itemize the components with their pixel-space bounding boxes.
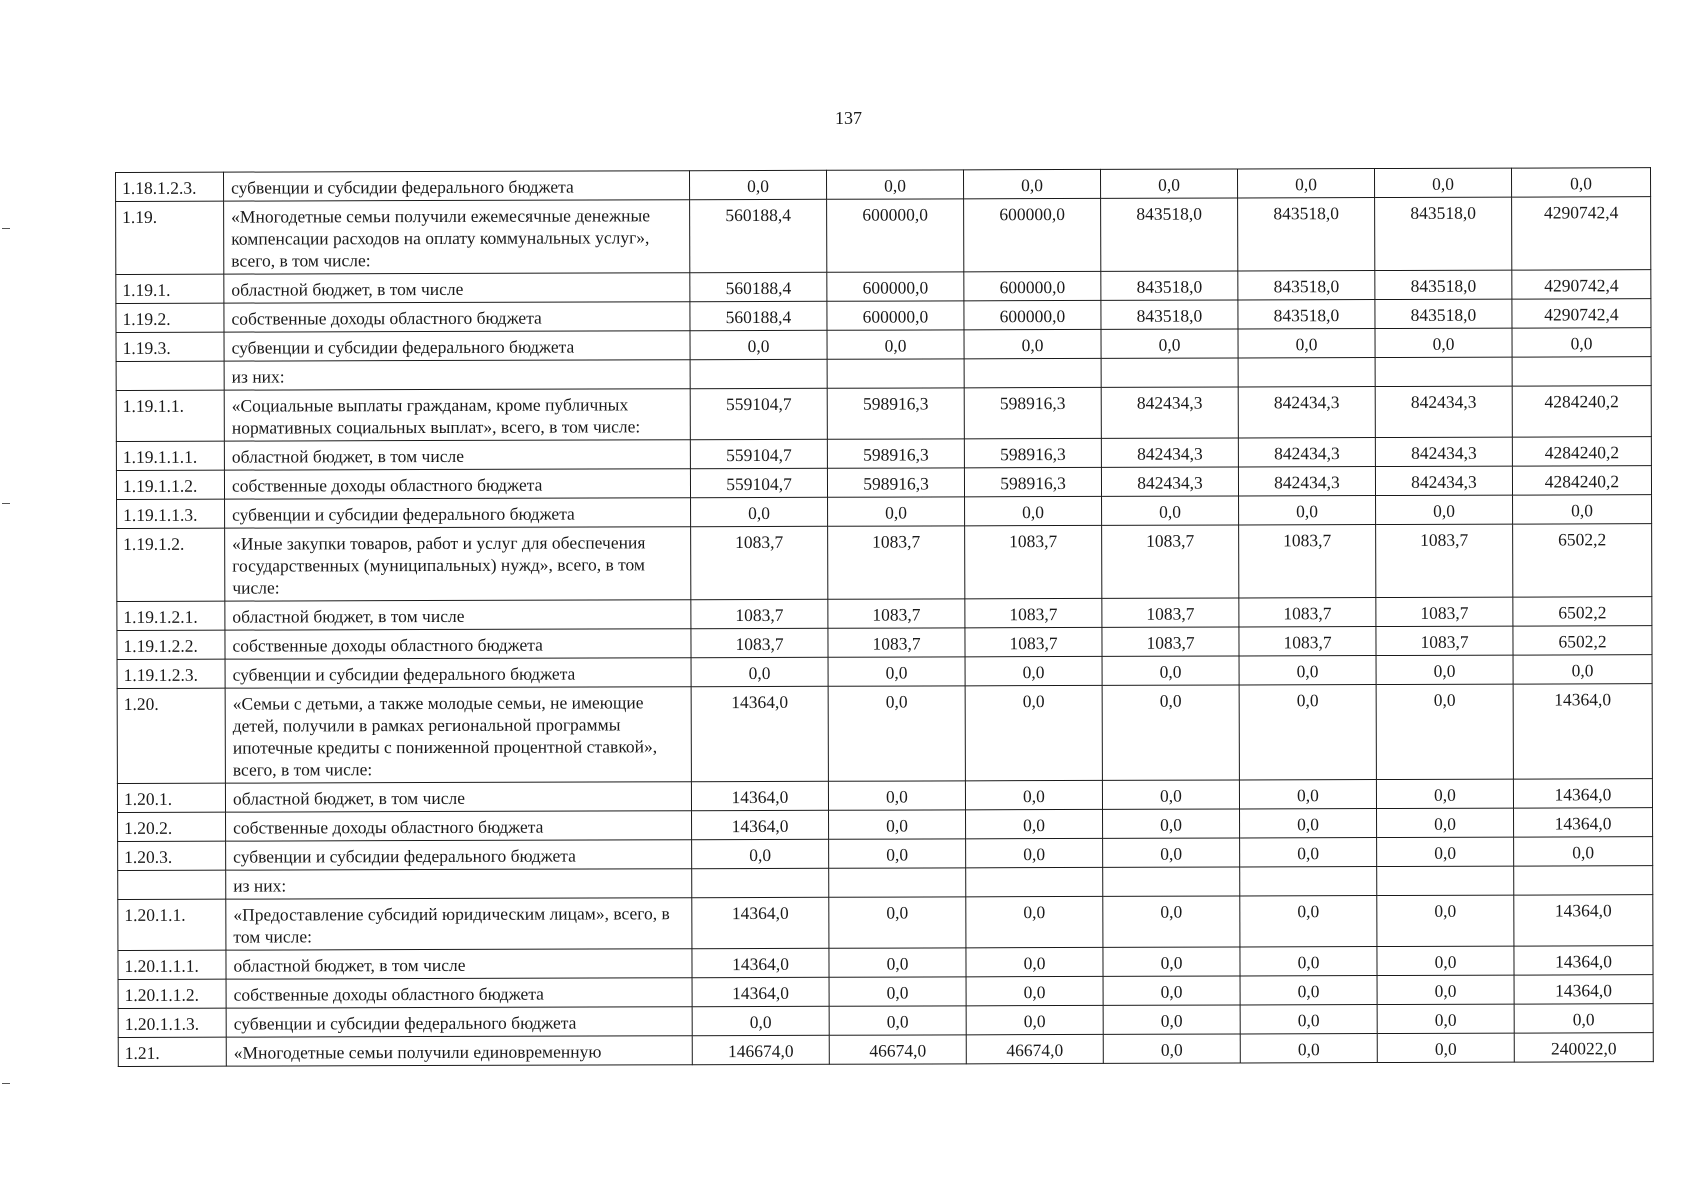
value-cell: 0,0 <box>1240 947 1377 976</box>
value-cell <box>964 358 1101 387</box>
value-cell: 598916,3 <box>964 387 1101 438</box>
value-cell: 0,0 <box>1103 1034 1240 1063</box>
row-code: 1.19.1. <box>116 274 224 303</box>
value-cell: 0,0 <box>965 656 1102 685</box>
value-cell: 0,0 <box>689 170 826 199</box>
value-cell: 6502,2 <box>1513 524 1652 597</box>
table-row <box>118 1033 1653 1067</box>
row-description: собственные доходы областного бюджета <box>226 978 692 1008</box>
value-cell: 14364,0 <box>1513 684 1652 779</box>
value-cell: 4290742,4 <box>1512 270 1651 299</box>
row-code: 1.19.3. <box>116 332 224 361</box>
value-cell: 0,0 <box>1240 896 1377 947</box>
value-cell: 0,0 <box>966 1005 1103 1034</box>
table-row <box>116 197 1651 275</box>
value-cell: 0,0 <box>1514 837 1653 866</box>
value-cell: 0,0 <box>963 169 1100 198</box>
value-cell: 14364,0 <box>692 810 829 839</box>
row-code: 1.19.1.2.3. <box>117 659 225 688</box>
row-code: 1.20.2. <box>118 812 226 841</box>
row-description: субвенции и субсидии федерального бюджета <box>224 171 690 201</box>
value-cell: 0,0 <box>829 1006 966 1035</box>
value-cell: 0,0 <box>827 330 964 359</box>
value-cell <box>690 359 827 388</box>
value-cell: 0,0 <box>829 897 966 948</box>
value-cell: 14364,0 <box>1513 779 1652 808</box>
value-cell: 0,0 <box>828 657 965 686</box>
row-code: 1.19.2. <box>116 303 224 332</box>
row-code: 1.20.1.1.1. <box>118 950 226 979</box>
value-cell: 0,0 <box>964 329 1101 358</box>
table-row <box>116 386 1651 442</box>
value-cell: 0,0 <box>829 977 966 1006</box>
scan-margin-mark <box>2 228 10 229</box>
value-cell: 0,0 <box>826 170 963 199</box>
row-code: 1.19.1.1. <box>116 390 224 441</box>
value-cell: 0,0 <box>1377 895 1514 946</box>
value-cell: 598916,3 <box>827 468 964 497</box>
value-cell: 842434,3 <box>1238 387 1375 438</box>
value-cell: 6502,2 <box>1513 626 1652 655</box>
value-cell: 0,0 <box>965 496 1102 525</box>
value-cell: 0,0 <box>1102 496 1239 525</box>
value-cell: 0,0 <box>1376 495 1513 524</box>
value-cell: 0,0 <box>966 896 1103 947</box>
row-code: 1.19.1.1.2. <box>116 470 224 499</box>
value-cell: 240022,0 <box>1514 1033 1653 1062</box>
value-cell: 0,0 <box>1375 328 1512 357</box>
value-cell: 0,0 <box>1512 328 1651 357</box>
row-code: 1.20.3. <box>118 841 226 870</box>
value-cell: 14364,0 <box>1514 975 1653 1004</box>
row-code: 1.20.1. <box>117 783 225 812</box>
value-cell: 0,0 <box>1239 656 1376 685</box>
value-cell: 1083,7 <box>1102 598 1239 627</box>
value-cell: 843518,0 <box>1238 198 1375 271</box>
value-cell: 0,0 <box>690 330 827 359</box>
value-cell: 0,0 <box>829 810 966 839</box>
row-description: областной бюджет, в том числе <box>226 949 692 979</box>
row-description: «Семьи с детьми, а также молодые семьи, не имеющие детей, получили в рамках региональной программы ипотечные кредиты с пониженной процентной ставкой», всего, в том числе: <box>225 687 691 783</box>
value-cell: 843518,0 <box>1101 198 1238 271</box>
value-cell <box>1240 867 1377 896</box>
value-cell: 559104,7 <box>690 388 827 439</box>
value-cell: 0,0 <box>1102 780 1239 809</box>
value-cell: 843518,0 <box>1238 271 1375 300</box>
value-cell: 842434,3 <box>1238 438 1375 467</box>
value-cell: 0,0 <box>1374 168 1511 197</box>
value-cell: 1083,7 <box>1376 626 1513 655</box>
value-cell: 0,0 <box>1103 809 1240 838</box>
value-cell: 600000,0 <box>964 271 1101 300</box>
row-description: областной бюджет, в том числе <box>224 273 690 303</box>
row-description: из них: <box>224 360 690 390</box>
row-code: 1.19. <box>116 201 224 274</box>
budget-table <box>115 167 1654 1067</box>
value-cell: 842434,3 <box>1375 437 1512 466</box>
table-row <box>117 524 1652 602</box>
value-cell: 1083,7 <box>691 526 828 599</box>
value-cell: 842434,3 <box>1101 438 1238 467</box>
value-cell: 0,0 <box>1376 684 1513 779</box>
value-cell: 4284240,2 <box>1512 386 1651 437</box>
value-cell <box>1512 357 1651 386</box>
row-code: 1.21. <box>118 1037 226 1066</box>
value-cell: 560188,4 <box>690 301 827 330</box>
value-cell: 598916,3 <box>964 467 1101 496</box>
value-cell: 600000,0 <box>964 300 1101 329</box>
value-cell: 1083,7 <box>965 598 1102 627</box>
value-cell: 0,0 <box>1239 685 1376 780</box>
row-description: собственные доходы областного бюджета <box>224 302 690 332</box>
value-cell: 14364,0 <box>692 897 829 948</box>
value-cell: 1083,7 <box>828 526 965 599</box>
value-cell: 0,0 <box>1377 975 1514 1004</box>
row-description: областной бюджет, в том числе <box>225 782 691 812</box>
row-description: собственные доходы областного бюджета <box>224 469 690 499</box>
row-description: субвенции и субсидии федерального бюджета <box>225 498 691 528</box>
value-cell: 0,0 <box>965 685 1102 780</box>
value-cell: 0,0 <box>1377 808 1514 837</box>
value-cell: 842434,3 <box>1375 466 1512 495</box>
value-cell: 842434,3 <box>1101 387 1238 438</box>
value-cell: 1083,7 <box>1102 627 1239 656</box>
row-description: собственные доходы областного бюджета <box>226 811 692 841</box>
value-cell: 4284240,2 <box>1512 437 1651 466</box>
row-code: 1.20. <box>117 688 225 783</box>
row-code: 1.20.1.1.2. <box>118 979 226 1008</box>
value-cell: 1083,7 <box>1239 598 1376 627</box>
value-cell: 843518,0 <box>1238 300 1375 329</box>
row-description: субвенции и субсидии федерального бюджета <box>224 331 690 361</box>
value-cell: 0,0 <box>966 838 1103 867</box>
table-row <box>117 684 1652 784</box>
value-cell: 843518,0 <box>1101 300 1238 329</box>
row-description: «Многодетные семьи получили ежемесячные денежные компенсации расходов на оплату коммунальных услуг», всего, в том числе: <box>224 200 690 274</box>
value-cell: 842434,3 <box>1101 467 1238 496</box>
value-cell: 1083,7 <box>1376 597 1513 626</box>
row-description: областной бюджет, в том числе <box>224 440 690 470</box>
value-cell: 0,0 <box>1240 838 1377 867</box>
value-cell: 0,0 <box>966 947 1103 976</box>
value-cell <box>1101 358 1238 387</box>
value-cell: 600000,0 <box>827 272 964 301</box>
value-cell: 0,0 <box>1240 1034 1377 1063</box>
page-number: 137 <box>835 108 862 128</box>
value-cell: 600000,0 <box>827 301 964 330</box>
value-cell: 14364,0 <box>1514 946 1653 975</box>
value-cell <box>827 359 964 388</box>
value-cell: 0,0 <box>1103 896 1240 947</box>
value-cell: 14364,0 <box>691 781 828 810</box>
value-cell: 6502,2 <box>1513 597 1652 626</box>
row-description: «Социальные выплаты гражданам, кроме публичных нормативных социальных выплат», всего, в том числе: <box>224 389 690 441</box>
value-cell: 46674,0 <box>829 1035 966 1064</box>
value-cell: 560188,4 <box>690 272 827 301</box>
value-cell: 0,0 <box>1101 329 1238 358</box>
value-cell: 0,0 <box>692 839 829 868</box>
row-code: 1.20.1.1.3. <box>118 1008 226 1037</box>
value-cell: 4290742,4 <box>1512 197 1651 270</box>
value-cell: 0,0 <box>1103 947 1240 976</box>
value-cell: 0,0 <box>1103 976 1240 1005</box>
value-cell: 14364,0 <box>1514 895 1653 946</box>
value-cell <box>966 867 1103 896</box>
value-cell: 0,0 <box>1513 655 1652 684</box>
value-cell: 4290742,4 <box>1512 299 1651 328</box>
value-cell: 0,0 <box>1376 779 1513 808</box>
value-cell: 0,0 <box>1103 838 1240 867</box>
row-description: собственные доходы областного бюджета <box>225 629 691 659</box>
value-cell: 1083,7 <box>828 628 965 657</box>
row-description: субвенции и субсидии федерального бюджета <box>225 658 691 688</box>
value-cell: 0,0 <box>1377 946 1514 975</box>
row-code <box>116 361 224 390</box>
value-cell: 1083,7 <box>965 627 1102 656</box>
value-cell: 0,0 <box>1514 1004 1653 1033</box>
value-cell <box>1514 866 1653 895</box>
row-code: 1.20.1.1. <box>118 899 226 950</box>
table-row <box>118 895 1653 951</box>
value-cell: 0,0 <box>1100 169 1237 198</box>
value-cell: 1083,7 <box>965 525 1102 598</box>
row-description: субвенции и субсидии федерального бюджета <box>226 840 692 870</box>
value-cell: 559104,7 <box>690 439 827 468</box>
value-cell <box>829 868 966 897</box>
value-cell: 0,0 <box>692 1006 829 1035</box>
value-cell: 0,0 <box>1513 495 1652 524</box>
value-cell: 600000,0 <box>827 199 964 272</box>
scan-margin-mark <box>2 503 10 504</box>
value-cell: 598916,3 <box>827 439 964 468</box>
value-cell: 146674,0 <box>692 1035 829 1064</box>
row-code: 1.19.1.1.1. <box>116 441 224 470</box>
value-cell: 600000,0 <box>964 198 1101 271</box>
value-cell: 14364,0 <box>692 948 829 977</box>
value-cell: 1083,7 <box>1376 524 1513 597</box>
value-cell: 559104,7 <box>690 468 827 497</box>
value-cell: 4284240,2 <box>1512 466 1651 495</box>
row-code: 1.19.1.2.1. <box>117 601 225 630</box>
value-cell: 843518,0 <box>1375 299 1512 328</box>
row-description: областной бюджет, в том числе <box>225 600 691 630</box>
value-cell: 0,0 <box>1377 837 1514 866</box>
table-body <box>116 168 1654 1067</box>
value-cell: 0,0 <box>965 780 1102 809</box>
value-cell: 0,0 <box>1239 496 1376 525</box>
row-description: субвенции и субсидии федерального бюджета <box>226 1007 692 1037</box>
value-cell <box>1375 357 1512 386</box>
value-cell <box>1103 867 1240 896</box>
row-code: 1.19.1.2. <box>117 528 225 601</box>
value-cell: 0,0 <box>966 976 1103 1005</box>
row-description: «Предоставление субсидий юридическим лицам», всего, в том числе: <box>226 898 692 950</box>
value-cell <box>692 868 829 897</box>
value-cell <box>1238 358 1375 387</box>
value-cell: 0,0 <box>1376 655 1513 684</box>
scan-margin-mark <box>2 1083 10 1084</box>
value-cell: 0,0 <box>1238 329 1375 358</box>
value-cell: 0,0 <box>1237 169 1374 198</box>
value-cell: 0,0 <box>828 686 965 781</box>
row-description: «Многодетные семьи получили единовременную <box>226 1036 692 1066</box>
value-cell: 0,0 <box>1377 1004 1514 1033</box>
value-cell <box>1377 866 1514 895</box>
value-cell: 14364,0 <box>1514 808 1653 837</box>
value-cell: 1083,7 <box>1102 525 1239 598</box>
value-cell: 0,0 <box>691 657 828 686</box>
value-cell: 0,0 <box>829 948 966 977</box>
value-cell: 0,0 <box>1102 685 1239 780</box>
value-cell: 843518,0 <box>1375 197 1512 270</box>
value-cell: 0,0 <box>691 497 828 526</box>
value-cell: 598916,3 <box>964 438 1101 467</box>
value-cell: 0,0 <box>1240 809 1377 838</box>
value-cell: 1083,7 <box>1239 627 1376 656</box>
value-cell: 0,0 <box>1240 976 1377 1005</box>
value-cell: 842434,3 <box>1238 467 1375 496</box>
value-cell: 560188,4 <box>690 199 827 272</box>
value-cell: 14364,0 <box>691 686 828 781</box>
value-cell: 0,0 <box>1102 656 1239 685</box>
row-description: из них: <box>226 869 692 899</box>
value-cell: 0,0 <box>829 839 966 868</box>
value-cell: 1083,7 <box>691 628 828 657</box>
value-cell: 0,0 <box>828 497 965 526</box>
value-cell: 843518,0 <box>1375 270 1512 299</box>
row-code: 1.18.1.2.3. <box>116 172 224 201</box>
value-cell: 598916,3 <box>827 388 964 439</box>
value-cell: 0,0 <box>1239 780 1376 809</box>
value-cell: 0,0 <box>966 809 1103 838</box>
value-cell: 1083,7 <box>691 599 828 628</box>
value-cell: 14364,0 <box>692 977 829 1006</box>
value-cell: 0,0 <box>1511 168 1650 197</box>
value-cell: 0,0 <box>1103 1005 1240 1034</box>
value-cell: 0,0 <box>1240 1005 1377 1034</box>
row-code: 1.19.1.1.3. <box>117 499 225 528</box>
value-cell: 0,0 <box>828 781 965 810</box>
row-code: 1.19.1.2.2. <box>117 630 225 659</box>
value-cell: 1083,7 <box>828 599 965 628</box>
value-cell: 843518,0 <box>1101 271 1238 300</box>
row-code <box>118 870 226 899</box>
value-cell: 842434,3 <box>1375 386 1512 437</box>
value-cell: 46674,0 <box>966 1034 1103 1063</box>
value-cell: 1083,7 <box>1239 525 1376 598</box>
value-cell: 0,0 <box>1377 1033 1514 1062</box>
row-description: «Иные закупки товаров, работ и услуг для обеспечения государственных (муниципальных) нужд», всего, в том числе: <box>225 527 691 601</box>
